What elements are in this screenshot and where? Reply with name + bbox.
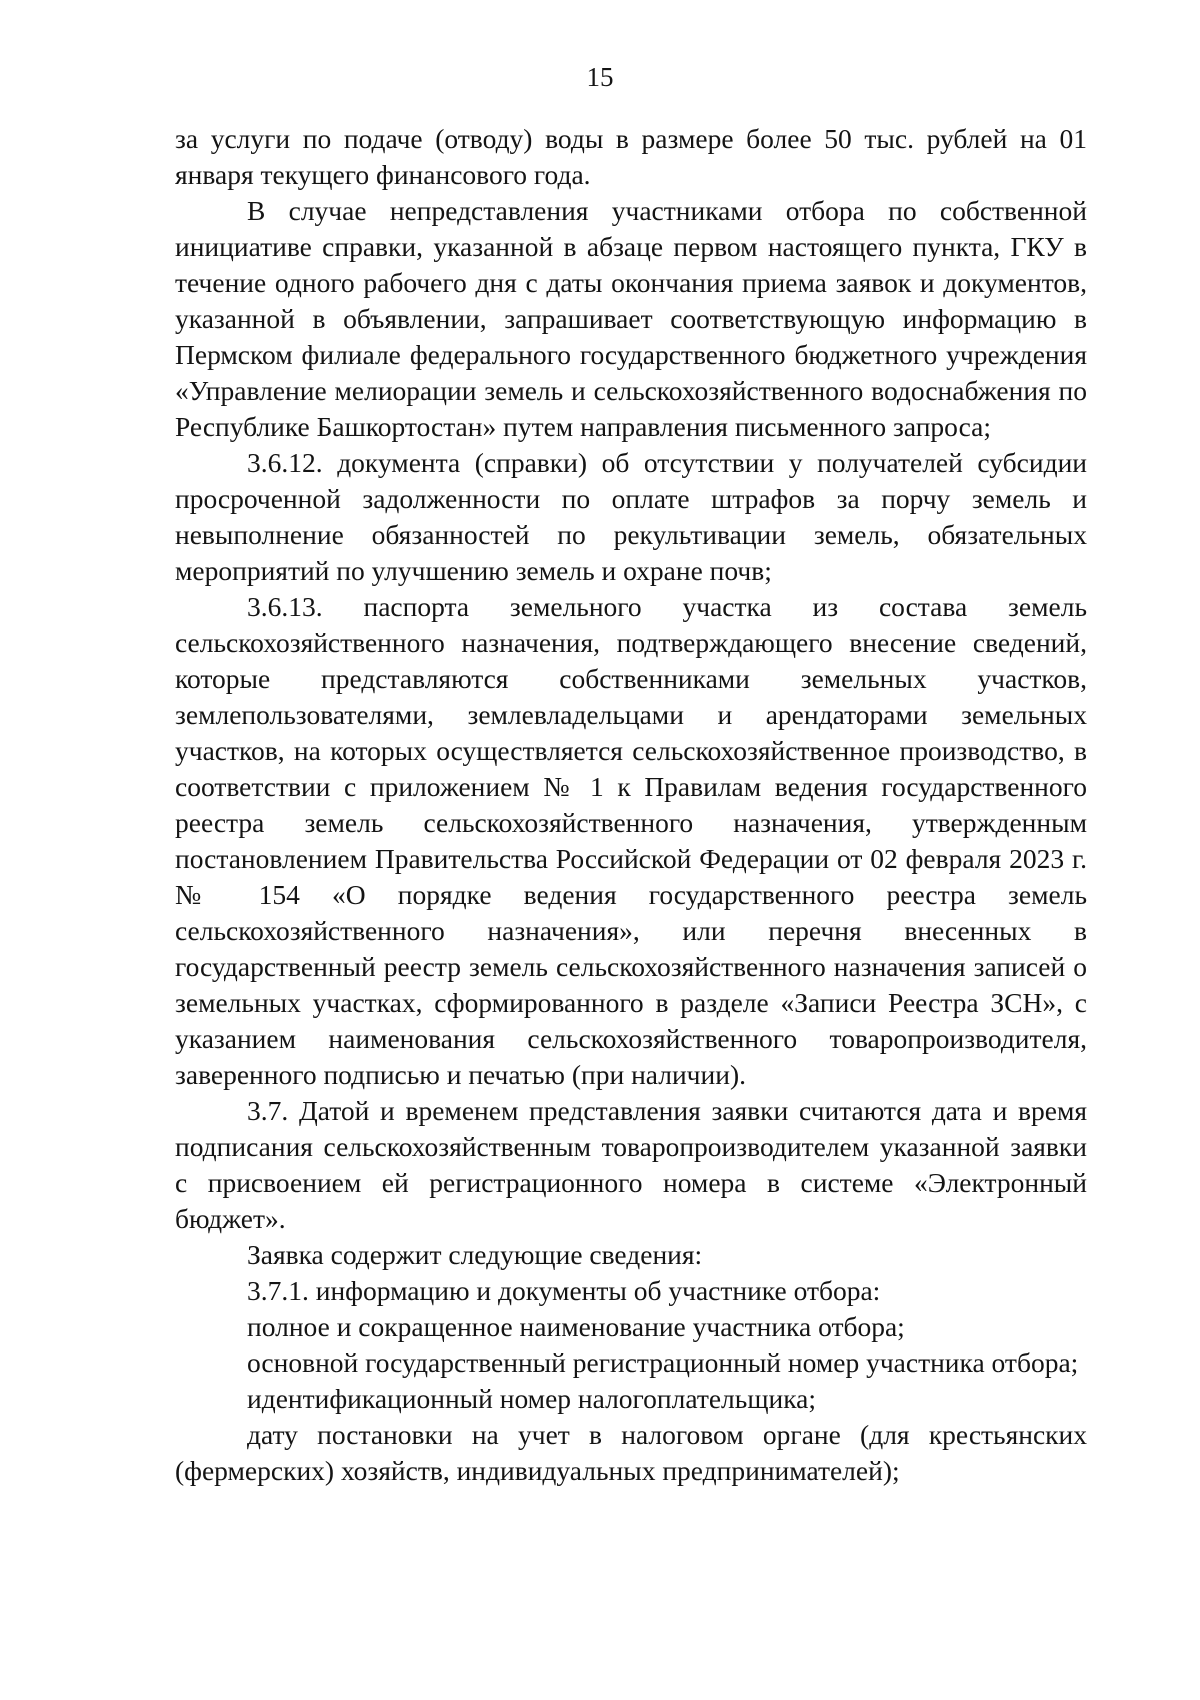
paragraph: 3.6.12. документа (справки) об отсутствии у получателей субсидии просроченной задолженности по оплате штрафов за порчу земель и невыполнение обязанностей по рекультивации земель, обязательных мероприятий по улучшению земель и охране почв; — [175, 447, 1087, 586]
paragraph: дату постановки на учет в налоговом органе (для крестьянских (фермерских) хозяйств, индивидуальных предпринимателей); — [175, 1419, 1087, 1486]
paragraph: основной государственный регистрационный номер участника отбора; — [247, 1347, 1079, 1378]
paragraph: 3.7. Датой и временем представления заявки считаются дата и время подписания сельскохозяйственным товаропроизводителем указанной заявки с присвоением ей регистрационного номера в системе «Электронный бюджет». — [175, 1095, 1087, 1234]
paragraph: полное и сокращенное наименование участника отбора; — [247, 1311, 905, 1342]
paragraph: идентификационный номер налогоплательщика; — [247, 1383, 817, 1414]
document-body — [175, 121, 1087, 1489]
paragraph: 3.6.13. паспорта земельного участка из состава земель сельскохозяйственного назначения, подтверждающего внесение сведений, которые представляются собственниками земельных участков, землепользователями, землевладельцами и арендаторами земельных участков, на которых осуществляется сельскохозяйственное производство, в соответствии с приложением № 1 к Правилам ведения государственного реестра земель сельскохозяйственного назначения, утвержденным постановлением Правительства Российской Федерации от 02 февраля 2023 г. № 154 «О порядке ведения государственного реестра земель сельскохозяйственного назначения», или перечня внесенных в государственный реестр земель сельскохозяйственного назначения записей о земельных участках, сформированного в разделе «Записи Реестра ЗСН», с указанием наименования сельскохозяйственного товаропроизводителя, заверенного подписью и печатью (при наличии). — [175, 591, 1087, 1090]
paragraph: Заявка содержит следующие сведения: — [247, 1239, 703, 1270]
page-number: 15 — [586, 62, 614, 92]
paragraph: за услуги по подаче (отводу) воды в размере более 50 тыс. рублей на 01 января текущего финансового года. — [175, 123, 1087, 190]
paragraph: В случае непредставления участниками отбора по собственной инициативе справки, указанной в абзаце первом настоящего пункта, ГКУ в течение одного рабочего дня с даты окончания приема заявок и документов, указанной в объявлении, запрашивает соответствующую информацию в Пермском филиале федерального государственного бюджетного учреждения «Управление мелиорации земель и сельскохозяйственного водоснабжения по Республике Башкортостан» путем направления письменного запроса; — [175, 195, 1087, 442]
paragraph: 3.7.1. информацию и документы об участнике отбора: — [247, 1275, 881, 1306]
